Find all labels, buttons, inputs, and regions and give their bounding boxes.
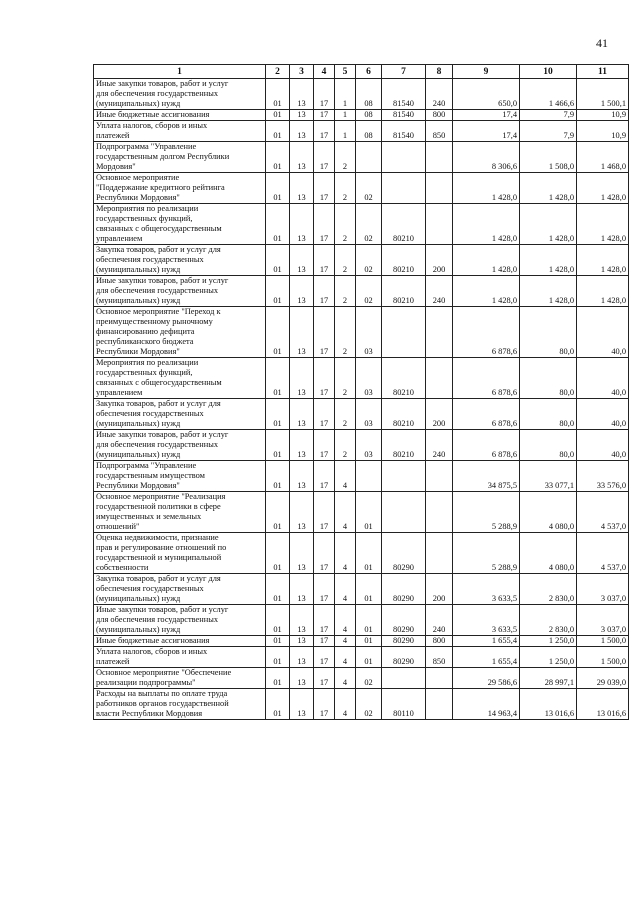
amount-cell: 8 306,6	[453, 142, 520, 173]
code-cell: 17	[314, 636, 335, 647]
code-cell: 1	[335, 121, 356, 142]
code-cell: 13	[290, 533, 314, 574]
table-row	[94, 430, 629, 461]
amount-cell: 80,0	[520, 307, 577, 358]
header-cell: 1	[94, 65, 266, 79]
code-cell: 01	[266, 110, 290, 121]
code-cell: 01	[266, 245, 290, 276]
amount-cell: 1 428,0	[577, 276, 629, 307]
code-cell: 200	[426, 399, 453, 430]
code-cell: 03	[356, 358, 382, 399]
amount-cell: 1 655,4	[453, 636, 520, 647]
table-row	[94, 121, 629, 142]
code-cell: 2	[335, 245, 356, 276]
code-cell	[426, 689, 453, 720]
amount-cell: 1 428,0	[520, 276, 577, 307]
code-cell: 13	[290, 605, 314, 636]
code-cell: 01	[266, 276, 290, 307]
amount-cell: 1 428,0	[453, 276, 520, 307]
code-cell	[426, 307, 453, 358]
amount-cell: 1 428,0	[577, 245, 629, 276]
amount-cell: 80,0	[520, 399, 577, 430]
code-cell: 200	[426, 574, 453, 605]
code-cell: 2	[335, 276, 356, 307]
code-cell: 01	[356, 574, 382, 605]
amount-cell: 5 288,9	[453, 492, 520, 533]
table-row	[94, 636, 629, 647]
amount-cell: 29 586,6	[453, 668, 520, 689]
code-cell: 01	[356, 492, 382, 533]
code-cell: 13	[290, 121, 314, 142]
code-cell: 13	[290, 668, 314, 689]
amount-cell: 40,0	[577, 358, 629, 399]
code-cell: 80290	[382, 533, 426, 574]
code-cell: 81540	[382, 110, 426, 121]
row-title-cell: Уплата налогов, сборов и иных платежей	[94, 647, 266, 668]
code-cell: 13	[290, 173, 314, 204]
amount-cell: 4 537,0	[577, 533, 629, 574]
code-cell: 80210	[382, 399, 426, 430]
code-cell: 13	[290, 79, 314, 110]
code-cell: 03	[356, 307, 382, 358]
table-row	[94, 110, 629, 121]
table-row	[94, 492, 629, 533]
amount-cell: 3 037,0	[577, 574, 629, 605]
code-cell: 80110	[382, 689, 426, 720]
code-cell: 01	[266, 461, 290, 492]
row-title-cell: Расходы на выплаты по оплате труда работников органов государственной власти Республики Мордовия	[94, 689, 266, 720]
code-cell: 4	[335, 574, 356, 605]
code-cell: 13	[290, 245, 314, 276]
code-cell: 80290	[382, 647, 426, 668]
code-cell	[382, 307, 426, 358]
code-cell: 01	[356, 647, 382, 668]
amount-cell: 3 633,5	[453, 574, 520, 605]
code-cell: 4	[335, 668, 356, 689]
code-cell: 1	[335, 110, 356, 121]
code-cell: 03	[356, 430, 382, 461]
code-cell: 13	[290, 636, 314, 647]
amount-cell: 13 016,6	[577, 689, 629, 720]
code-cell: 01	[266, 647, 290, 668]
code-cell: 17	[314, 533, 335, 574]
header-cell: 9	[453, 65, 520, 79]
code-cell: 80290	[382, 574, 426, 605]
code-cell: 01	[266, 307, 290, 358]
page-number: 41	[596, 36, 608, 50]
code-cell: 17	[314, 492, 335, 533]
row-title-cell: Иные закупки товаров, работ и услуг для обеспечения государственных (муниципальных) нужд	[94, 276, 266, 307]
amount-cell: 13 016,6	[520, 689, 577, 720]
code-cell	[426, 668, 453, 689]
table-row	[94, 79, 629, 110]
row-title-cell: Закупка товаров, работ и услуг для обеспечения государственных (муниципальных) нужд	[94, 245, 266, 276]
row-title-cell: Иные бюджетные ассигнования	[94, 636, 266, 647]
amount-cell: 1 250,0	[520, 636, 577, 647]
code-cell: 4	[335, 461, 356, 492]
table-row	[94, 142, 629, 173]
code-cell: 01	[356, 636, 382, 647]
row-title-cell: Оценка недвижимости, признание прав и регулирование отношений по государственной и муниципальной собственности	[94, 533, 266, 574]
header-cell: 10	[520, 65, 577, 79]
code-cell: 240	[426, 430, 453, 461]
code-cell	[382, 173, 426, 204]
header-cell: 3	[290, 65, 314, 79]
code-cell: 2	[335, 307, 356, 358]
table-row	[94, 605, 629, 636]
code-cell: 17	[314, 358, 335, 399]
code-cell	[426, 492, 453, 533]
code-cell: 01	[356, 533, 382, 574]
table-row	[94, 668, 629, 689]
amount-cell: 3 037,0	[577, 605, 629, 636]
code-cell: 08	[356, 79, 382, 110]
amount-cell: 6 878,6	[453, 307, 520, 358]
code-cell: 4	[335, 647, 356, 668]
amount-cell: 6 878,6	[453, 358, 520, 399]
code-cell: 01	[266, 605, 290, 636]
code-cell	[426, 204, 453, 245]
amount-cell: 29 039,0	[577, 668, 629, 689]
code-cell: 17	[314, 173, 335, 204]
code-cell: 17	[314, 689, 335, 720]
row-title-cell: Иные бюджетные ассигнования	[94, 110, 266, 121]
amount-cell: 1 428,0	[520, 245, 577, 276]
code-cell: 2	[335, 142, 356, 173]
code-cell: 17	[314, 245, 335, 276]
amount-cell: 1 428,0	[577, 173, 629, 204]
code-cell: 08	[356, 110, 382, 121]
code-cell: 200	[426, 245, 453, 276]
header-cell: 7	[382, 65, 426, 79]
code-cell: 17	[314, 121, 335, 142]
table-row	[94, 533, 629, 574]
code-cell: 02	[356, 689, 382, 720]
amount-cell: 1 428,0	[453, 204, 520, 245]
amount-cell: 1 466,6	[520, 79, 577, 110]
code-cell: 01	[266, 533, 290, 574]
code-cell: 13	[290, 430, 314, 461]
code-cell: 01	[266, 79, 290, 110]
row-title-cell: Мероприятия по реализации государственных функций, связанных с общегосударственным управлением	[94, 204, 266, 245]
row-title-cell: Основное мероприятие "Реализация государственной политики в сфере имущественных и земельных отношений"	[94, 492, 266, 533]
amount-cell: 17,4	[453, 110, 520, 121]
code-cell: 2	[335, 204, 356, 245]
amount-cell: 1 428,0	[520, 173, 577, 204]
code-cell: 02	[356, 668, 382, 689]
amount-cell: 1 500,0	[577, 636, 629, 647]
code-cell: 17	[314, 307, 335, 358]
code-cell: 01	[266, 636, 290, 647]
table-row	[94, 574, 629, 605]
code-cell: 800	[426, 636, 453, 647]
code-cell: 2	[335, 430, 356, 461]
table-row	[94, 276, 629, 307]
code-cell: 08	[356, 121, 382, 142]
amount-cell: 7,9	[520, 121, 577, 142]
code-cell: 4	[335, 636, 356, 647]
code-cell: 17	[314, 79, 335, 110]
code-cell: 81540	[382, 121, 426, 142]
row-title-cell: Подпрограмма "Управление государственным долгом Республики Мордовия"	[94, 142, 266, 173]
amount-cell: 28 997,1	[520, 668, 577, 689]
amount-cell: 10,9	[577, 110, 629, 121]
code-cell: 17	[314, 399, 335, 430]
table-row	[94, 307, 629, 358]
code-cell: 01	[266, 142, 290, 173]
amount-cell: 33 077,1	[520, 461, 577, 492]
amount-cell: 1 468,0	[577, 142, 629, 173]
code-cell	[426, 173, 453, 204]
code-cell: 2	[335, 173, 356, 204]
amount-cell: 1 428,0	[453, 245, 520, 276]
amount-cell: 17,4	[453, 121, 520, 142]
row-title-cell: Мероприятия по реализации государственных функций, связанных с общегосударственным управлением	[94, 358, 266, 399]
code-cell: 13	[290, 110, 314, 121]
code-cell: 240	[426, 79, 453, 110]
row-title-cell: Основное мероприятие "Обеспечение реализации подпрограммы"	[94, 668, 266, 689]
code-cell: 80210	[382, 204, 426, 245]
code-cell: 13	[290, 461, 314, 492]
code-cell: 01	[266, 492, 290, 533]
amount-cell: 2 830,0	[520, 574, 577, 605]
table-row	[94, 399, 629, 430]
code-cell: 13	[290, 647, 314, 668]
code-cell: 2	[335, 399, 356, 430]
code-cell: 240	[426, 276, 453, 307]
amount-cell: 1 428,0	[453, 173, 520, 204]
code-cell: 13	[290, 307, 314, 358]
code-cell	[426, 461, 453, 492]
code-cell: 02	[356, 276, 382, 307]
amount-cell: 33 576,0	[577, 461, 629, 492]
code-cell: 01	[356, 605, 382, 636]
code-cell: 01	[266, 668, 290, 689]
code-cell	[426, 358, 453, 399]
row-title-cell: Основное мероприятие "Поддержание кредитного рейтинга Республики Мордовия"	[94, 173, 266, 204]
code-cell: 01	[266, 430, 290, 461]
code-cell: 01	[266, 399, 290, 430]
amount-cell: 4 537,0	[577, 492, 629, 533]
code-cell: 80290	[382, 636, 426, 647]
amount-cell: 5 288,9	[453, 533, 520, 574]
code-cell: 13	[290, 689, 314, 720]
code-cell: 80210	[382, 245, 426, 276]
code-cell: 17	[314, 430, 335, 461]
amount-cell: 1 508,0	[520, 142, 577, 173]
amount-cell: 1 500,1	[577, 79, 629, 110]
amount-cell: 650,0	[453, 79, 520, 110]
amount-cell: 40,0	[577, 430, 629, 461]
code-cell: 80210	[382, 276, 426, 307]
row-title-cell: Иные закупки товаров, работ и услуг для обеспечения государственных (муниципальных) нужд	[94, 605, 266, 636]
amount-cell: 40,0	[577, 307, 629, 358]
code-cell: 4	[335, 605, 356, 636]
code-cell: 17	[314, 142, 335, 173]
code-cell: 17	[314, 605, 335, 636]
code-cell: 01	[266, 173, 290, 204]
amount-cell: 4 080,0	[520, 533, 577, 574]
header-cell: 11	[577, 65, 629, 79]
code-cell: 01	[266, 689, 290, 720]
amount-cell: 3 633,5	[453, 605, 520, 636]
table-row	[94, 245, 629, 276]
budget-table	[93, 64, 629, 720]
code-cell: 240	[426, 605, 453, 636]
row-title-cell: Уплата налогов, сборов и иных платежей	[94, 121, 266, 142]
code-cell: 02	[356, 173, 382, 204]
code-cell: 1	[335, 79, 356, 110]
code-cell: 13	[290, 358, 314, 399]
amount-cell: 4 080,0	[520, 492, 577, 533]
code-cell: 80210	[382, 430, 426, 461]
code-cell: 01	[266, 574, 290, 605]
code-cell: 4	[335, 492, 356, 533]
amount-cell: 1 655,4	[453, 647, 520, 668]
table-row	[94, 461, 629, 492]
amount-cell: 10,9	[577, 121, 629, 142]
code-cell: 4	[335, 689, 356, 720]
header-cell: 6	[356, 65, 382, 79]
code-cell: 17	[314, 461, 335, 492]
table-row	[94, 204, 629, 245]
code-cell: 850	[426, 647, 453, 668]
table-row	[94, 689, 629, 720]
amount-cell: 40,0	[577, 399, 629, 430]
code-cell: 13	[290, 492, 314, 533]
code-cell: 03	[356, 399, 382, 430]
header-cell: 5	[335, 65, 356, 79]
amount-cell: 1 428,0	[577, 204, 629, 245]
code-cell	[426, 533, 453, 574]
code-cell: 80290	[382, 605, 426, 636]
code-cell: 13	[290, 276, 314, 307]
code-cell: 4	[335, 533, 356, 574]
code-cell: 81540	[382, 79, 426, 110]
row-title-cell: Закупка товаров, работ и услуг для обеспечения государственных (муниципальных) нужд	[94, 399, 266, 430]
amount-cell: 6 878,6	[453, 430, 520, 461]
amount-cell: 34 875,5	[453, 461, 520, 492]
code-cell: 17	[314, 647, 335, 668]
table-body	[94, 79, 629, 720]
code-cell	[356, 461, 382, 492]
code-cell: 850	[426, 121, 453, 142]
code-cell: 13	[290, 574, 314, 605]
header-row	[94, 65, 629, 79]
table-row	[94, 358, 629, 399]
table-row	[94, 173, 629, 204]
row-title-cell: Иные закупки товаров, работ и услуг для обеспечения государственных (муниципальных) нужд	[94, 430, 266, 461]
row-title-cell: Иные закупки товаров, работ и услуг для обеспечения государственных (муниципальных) нужд	[94, 79, 266, 110]
code-cell: 01	[266, 121, 290, 142]
code-cell: 01	[266, 204, 290, 245]
amount-cell: 6 878,6	[453, 399, 520, 430]
amount-cell: 7,9	[520, 110, 577, 121]
amount-cell: 1 428,0	[520, 204, 577, 245]
amount-cell: 80,0	[520, 430, 577, 461]
code-cell: 02	[356, 245, 382, 276]
code-cell	[426, 142, 453, 173]
header-cell: 2	[266, 65, 290, 79]
code-cell: 17	[314, 276, 335, 307]
code-cell: 13	[290, 142, 314, 173]
code-cell: 2	[335, 358, 356, 399]
code-cell	[382, 142, 426, 173]
code-cell: 800	[426, 110, 453, 121]
header-cell: 4	[314, 65, 335, 79]
table-row	[94, 647, 629, 668]
code-cell: 02	[356, 204, 382, 245]
code-cell: 80210	[382, 358, 426, 399]
row-title-cell: Основное мероприятие "Переход к преимущественному рыночному финансированию дефицита республиканского бюджета Республики Мордовия"	[94, 307, 266, 358]
code-cell	[356, 142, 382, 173]
code-cell	[382, 668, 426, 689]
code-cell: 01	[266, 358, 290, 399]
header-cell: 8	[426, 65, 453, 79]
row-title-cell: Подпрограмма "Управление государственным имуществом Республики Мордовия"	[94, 461, 266, 492]
amount-cell: 14 963,4	[453, 689, 520, 720]
amount-cell: 1 500,0	[577, 647, 629, 668]
amount-cell: 1 250,0	[520, 647, 577, 668]
code-cell: 13	[290, 399, 314, 430]
code-cell: 13	[290, 204, 314, 245]
amount-cell: 2 830,0	[520, 605, 577, 636]
code-cell: 17	[314, 574, 335, 605]
row-title-cell: Закупка товаров, работ и услуг для обеспечения государственных (муниципальных) нужд	[94, 574, 266, 605]
code-cell: 17	[314, 110, 335, 121]
code-cell	[382, 461, 426, 492]
code-cell: 17	[314, 204, 335, 245]
code-cell: 17	[314, 668, 335, 689]
code-cell	[382, 492, 426, 533]
amount-cell: 80,0	[520, 358, 577, 399]
